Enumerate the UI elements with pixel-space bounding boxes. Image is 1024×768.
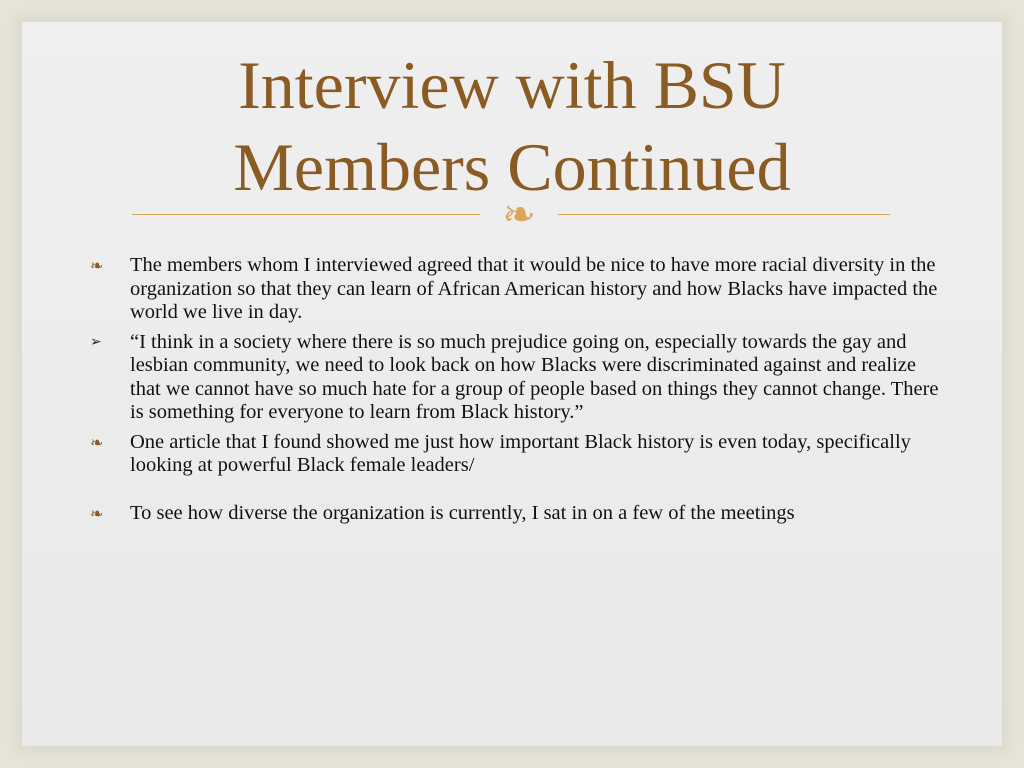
slide-title [22, 44, 1002, 208]
bullet-item-3 [90, 431, 950, 478]
slide [22, 22, 1002, 746]
title-line-1: Interview with BSU [238, 47, 786, 123]
fleuron-bullet-icon: ❧ [90, 503, 104, 523]
bullet-item-2 [90, 331, 950, 425]
fleuron-bullet-icon: ❧ [90, 256, 104, 275]
fleuron-ornament-icon: ❧ [502, 192, 536, 238]
bullet-text: One article that I found showed me just how important Black history is even today, specifically looking at powerful Black female leaders/ [130, 430, 911, 476]
fleuron-bullet-icon: ❧ [90, 432, 104, 452]
bullet-text: The members whom I interviewed agreed that it would be nice to have more racial diversity in the organization so that they can learn of African American history and how Blacks have impacted the world we live in day. [130, 254, 938, 323]
bullet-list [90, 254, 950, 531]
title-line-2: Members Continued [233, 129, 791, 205]
arrow-bullet-icon: ➢ [90, 333, 102, 350]
bullet-text: “I think in a society where there is so much prejudice going on, especially towards the gay and lesbian community, we need to look back on how Blacks were discriminated against and realize that we cannot have so much hate for a group of people based on things they cannot change. There is something for everyone to learn from Black history.” [130, 330, 939, 423]
title-divider-left [132, 214, 480, 215]
bullet-item-1 [90, 254, 950, 325]
title-divider-right [558, 214, 890, 215]
bullet-item-4 [90, 502, 950, 526]
bullet-text: To see how diverse the organization is currently, I sat in on a few of the meetings [130, 501, 795, 524]
